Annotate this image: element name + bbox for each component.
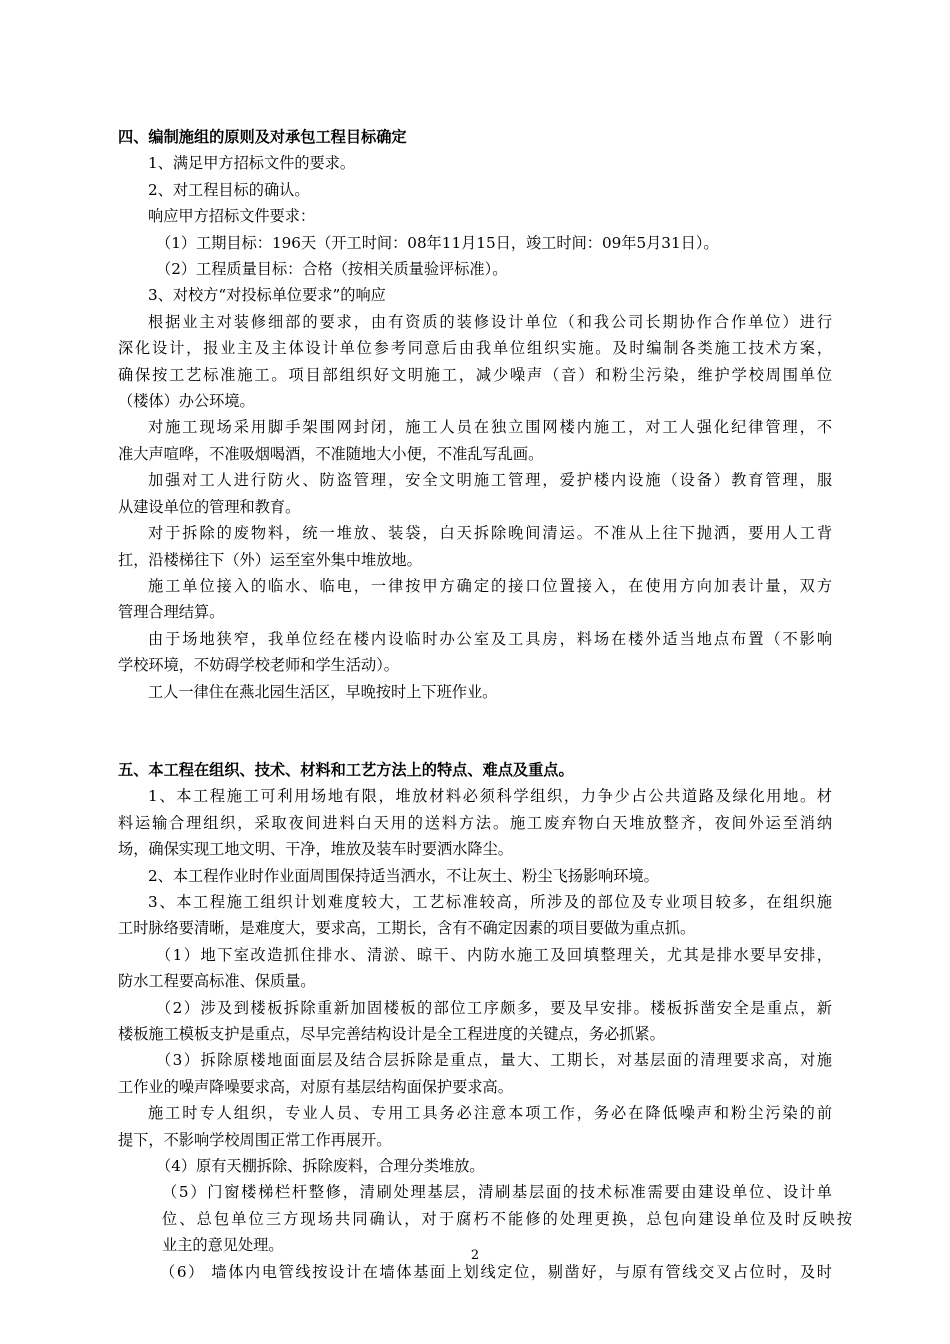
text-line: 工时脉络要清晰，是难度大，要求高，工期长，含有不确定因素的项目要做为重点抓。 (118, 919, 696, 938)
document-body (118, 124, 852, 1285)
text-line: 2、对工程目标的确认。 (148, 180, 310, 199)
text-line: 位、总包单位三方现场共同确认，对于腐朽不能修的处理更换，总包向建设单位及时反映按 (162, 1209, 852, 1228)
text-line: 对于拆除的废物料，统一堆放、装袋，白天拆除晚间清运。不准从上往下抛洒，要用人工背 (148, 524, 832, 543)
text-line: 由于场地狭窄，我单位经在楼内设临时办公室及工具房，料场在楼外适当地点布置（不影响 (148, 629, 832, 648)
text-line: 从建设单位的管理和教育。 (118, 497, 301, 516)
text-line: 场，确保实现工地文明、干净，堆放及装车时要洒水降尘。 (118, 840, 513, 859)
text-line: 确保按工艺标准施工。项目部组织好文明施工，减少噪声（音）和粉尘污染，维护学校周围单位 (118, 365, 832, 384)
text-line: 1、满足甲方招标文件的要求。 (148, 154, 356, 173)
section-4-heading: 四、编制施组的原则及对承包工程目标确定 (118, 128, 407, 146)
text-line: 料运输合理组织，采取夜间进料白天用的送料方法。施工废弃物白天堆放整齐，夜间外运至消纳 (118, 813, 832, 832)
text-line: （6） 墙体内电管线按设计在墙体基面上划线定位，剔凿好，与原有管线交叉占位时，及时 (160, 1262, 832, 1281)
text-line: 工人一律住在燕北园生活区，早晚按时上下班作业。 (148, 682, 498, 701)
page-number: 2 (470, 1248, 480, 1263)
text-line: 施工时专人组织，专业人员、专用工具务必注意本项工作，务必在降低噪声和粉尘污染的前 (148, 1104, 832, 1123)
text-line: 楼板施工模板支护是重点，尽早完善结构设计是全工程进度的关键点，务必抓紧。 (118, 1025, 665, 1043)
text-line: （5）门窗楼梯栏杆整修，清刷处理基层，清刷基层面的技术标准需要由建设单位、设计单 (162, 1183, 832, 1202)
text-line: 学校环境，不妨碍学校老师和学生活动）。 (118, 656, 399, 675)
text-line: （2）涉及到楼板拆除重新加固楼板的部位工序颇多，要及早安排。楼板拆凿安全是重点，新 (156, 998, 832, 1017)
text-line: 提下，不影响学校周围正常工作再展开。 (118, 1130, 392, 1149)
text-line: 管理合理结算。 (118, 603, 225, 622)
text-line: （2）工程质量目标：合格（按相关质量验评标准）。 (156, 260, 508, 279)
text-line: 加强对工人进行防火、防盗管理，安全文明施工管理，爱护楼内设施（设备）教育管理，服 (148, 471, 832, 490)
text-line: 业主的意见处理。 (162, 1236, 284, 1255)
text-line: （1）地下室改造抓住排水、清淤、晾干、内防水施工及回填整理关，尤其是排水要早安排， (156, 945, 832, 964)
section-gap (118, 705, 832, 757)
section-5-heading: 五、本工程在组织、技术、材料和工艺方法上的特点、难点及重点。 (118, 760, 574, 779)
text-line: 3、本工程施工组织计划难度较大，工艺标准较高，所涉及的部位及专业项目较多，在组织施 (148, 892, 832, 911)
text-line: 3、对校方“对投标单位要求”的响应 (148, 286, 386, 305)
text-line: 准大声喧哗，不准吸烟喝酒，不准随地大小便，不准乱写乱画。 (118, 444, 544, 463)
text-line: 对施工现场采用脚手架围网封闭，施工人员在独立围网楼内施工，对工人强化纪律管理，不 (148, 418, 832, 437)
text-line: 深化设计，报业主及主体设计单位参考同意后由我单位组织实施。及时编制各类施工技术方案， (118, 339, 832, 358)
text-line: （3）拆除原楼地面面层及结合层拆除是重点，量大、工期长，对基层面的清理要求高，对施 (156, 1051, 832, 1070)
text-line: 2、本工程作业时作业面周围保持适当洒水，不让灰土、粉尘飞扬影响环境。 (148, 866, 659, 885)
text-line: （4）原有天棚拆除、拆除废料，合理分类堆放。 (156, 1157, 485, 1176)
text-line: 施工单位接入的临水、临电，一律按甲方确定的接口位置接入，在使用方向加表计量，双方 (148, 576, 832, 595)
text-line: 扛，沿楼梯往下（外）运至室外集中堆放地。 (118, 550, 422, 569)
text-line: （1）工期目标：196天（开工时间：08年11月15日，竣工时间：09年5月31日）。 (156, 233, 719, 252)
text-line: （楼体）办公环境。 (118, 392, 255, 411)
text-line: 响应甲方招标文件要求： (148, 207, 316, 226)
text-line: 工作业的噪声降噪要求高，对原有基层结构面保护要求高。 (118, 1077, 513, 1096)
text-line: 1、本工程施工可利用场地有限，堆放材料必须科学组织，力争少占公共道路及绿化用地。材 (148, 787, 832, 806)
text-line: 根据业主对装修细部的要求，由有资质的装修设计单位（和我公司长期协作合作单位）进行 (148, 312, 832, 331)
text-line: 防水工程要高标准、保质量。 (118, 972, 316, 991)
